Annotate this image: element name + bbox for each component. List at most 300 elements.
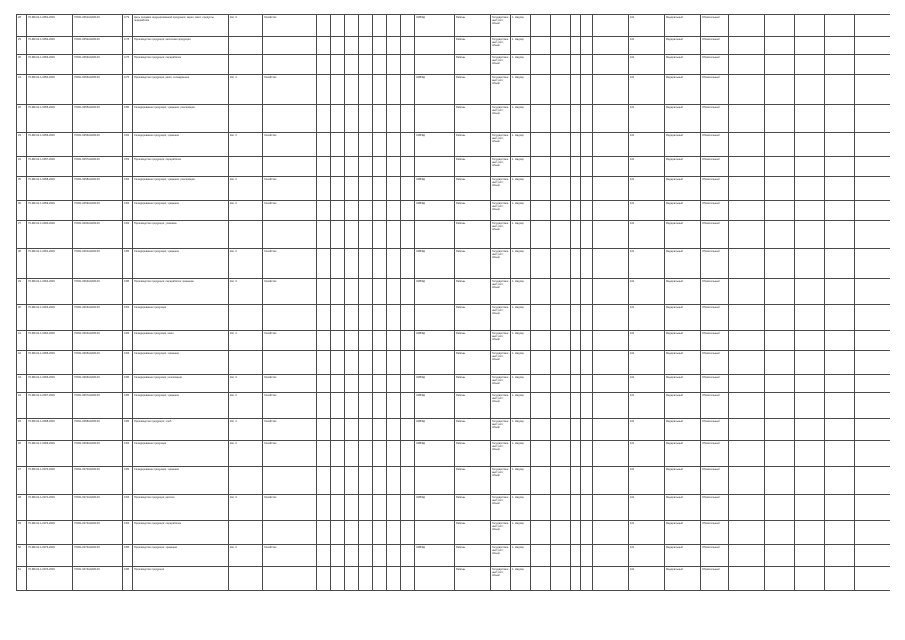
table-cell: [373, 177, 387, 201]
table-cell: Обязательный: [701, 419, 729, 441]
table-cell: [571, 279, 581, 305]
table-cell: [765, 419, 795, 441]
table-cell: [795, 75, 825, 105]
table-cell: 0.86: [123, 279, 133, 305]
table-cell: [825, 221, 855, 249]
table-cell: [331, 249, 345, 279]
table-cell: [593, 133, 629, 157]
table-cell: [571, 105, 581, 133]
table-cell: [331, 521, 345, 545]
table-cell: 29: [17, 37, 27, 55]
table-cell: [825, 133, 855, 157]
table-cell: [401, 467, 415, 495]
table-cell: [581, 441, 593, 467]
table-cell: 0.84: [123, 221, 133, 249]
table-cell: Хозяйство: [263, 393, 317, 419]
table-cell: 70Х01-0074АА009-00: [73, 567, 123, 591]
table-cell: 70Х01-0061АА009-00: [73, 249, 123, 279]
table-cell: ОКВЭД: [415, 201, 455, 221]
table-cell: 70Х01-0063АА009-00: [73, 305, 123, 331]
table-cell: [373, 419, 387, 441]
table-cell: [571, 545, 581, 567]
table-cell: 39: [17, 279, 27, 305]
table-cell: 70-RR-01-1-0070-2020: [27, 467, 73, 495]
table-cell: [401, 75, 415, 105]
table-cell: [593, 393, 629, 419]
table-cell: Обязательный: [701, 441, 729, 467]
table-cell: 0.79: [123, 15, 133, 37]
table-cell: 101: [629, 393, 665, 419]
table-cell: [855, 545, 891, 567]
table-cell: [855, 201, 891, 221]
table-cell: Обязательный: [701, 75, 729, 105]
table-cell: Районы: [455, 201, 491, 221]
table-cell: [729, 393, 765, 419]
table-cell: [593, 37, 629, 55]
table-row: [17, 495, 891, 521]
table-cell: [581, 419, 593, 441]
table-cell: [387, 375, 401, 393]
table-cell: Хозяйство: [263, 249, 317, 279]
table-cell: [345, 441, 359, 467]
table-cell: [855, 375, 891, 393]
table-cell: 1. Надзор: [511, 495, 531, 521]
table-cell: [581, 567, 593, 591]
table-cell: Районы: [455, 567, 491, 591]
table-cell: 36: [17, 201, 27, 221]
table-cell: 70-RR-01-1-0060-2020: [27, 221, 73, 249]
table-cell: [765, 157, 795, 177]
table-cell: [359, 55, 373, 75]
table-cell: Федеральный: [665, 105, 701, 133]
table-cell: 70Х01-0059АА009-00: [73, 201, 123, 221]
table-cell: [729, 521, 765, 545]
table-row: [17, 201, 891, 221]
table-cell: [401, 133, 415, 157]
table-cell: 70-RR-01-1-0068-2020: [27, 419, 73, 441]
table-cell: ОКВЭД: [415, 375, 455, 393]
table-cell: 0.84: [123, 351, 133, 375]
table-cell: [373, 133, 387, 157]
table-cell: [593, 545, 629, 567]
table-cell: Федеральный: [665, 545, 701, 567]
table-cell: [317, 495, 331, 521]
table-cell: 1. Надзор: [511, 419, 531, 441]
table-cell: [373, 567, 387, 591]
table-cell: 0.82: [123, 177, 133, 201]
table-cell: Кат. 3: [229, 249, 263, 279]
table-cell: [317, 467, 331, 495]
table-cell: Государственный учёт; объект: [491, 305, 511, 331]
table-cell: [317, 75, 331, 105]
table-cell: Цель продажи индуцированной продукции; зерно; мясо; продукты переработки: [133, 15, 229, 37]
table-cell: 101: [629, 419, 665, 441]
table-cell: 101: [629, 221, 665, 249]
table-cell: [571, 375, 581, 393]
table-cell: [593, 495, 629, 521]
table-cell: [415, 105, 455, 133]
table-cell: [765, 201, 795, 221]
table-cell: [729, 201, 765, 221]
table-cell: 51: [17, 567, 27, 591]
table-cell: [765, 331, 795, 351]
table-cell: [729, 375, 765, 393]
table-cell: [795, 393, 825, 419]
table-cell: Федеральный: [665, 15, 701, 37]
table-cell: Хозяйство: [263, 177, 317, 201]
table-cell: [531, 419, 551, 441]
table-cell: 0.76: [123, 55, 133, 75]
table-row: [17, 521, 891, 545]
table-cell: [551, 177, 571, 201]
table-cell: [551, 279, 571, 305]
table-cell: 70Х01-0060АА009-00: [73, 221, 123, 249]
table-cell: 1. Надзор: [511, 393, 531, 419]
table-cell: 31: [17, 75, 27, 105]
table-cell: 70-RR-01-1-0067-2020: [27, 393, 73, 419]
table-cell: [345, 495, 359, 521]
table-cell: Государственный учёт; объект: [491, 567, 511, 591]
table-cell: [317, 279, 331, 305]
table-cell: [373, 331, 387, 351]
table-cell: Обязательный: [701, 177, 729, 201]
table-cell: [581, 375, 593, 393]
table-cell: [795, 375, 825, 393]
table-cell: Кат. 3: [229, 201, 263, 221]
table-cell: [415, 37, 455, 55]
table-cell: 101: [629, 467, 665, 495]
table-cell: [593, 157, 629, 177]
table-row: [17, 133, 891, 157]
table-cell: 0.75: [123, 75, 133, 105]
table-cell: Федеральный: [665, 375, 701, 393]
table-cell: [401, 495, 415, 521]
table-cell: [331, 279, 345, 305]
table-cell: [571, 467, 581, 495]
table-cell: Федеральный: [665, 305, 701, 331]
table-cell: [531, 495, 551, 521]
table-cell: 70Х01-0051АА009-00: [73, 15, 123, 37]
table-cell: 70-RR-01-1-0061-2020: [27, 249, 73, 279]
table-cell: [581, 467, 593, 495]
table-cell: [373, 305, 387, 331]
table-cell: [345, 305, 359, 331]
table-cell: 37: [17, 221, 27, 249]
table-cell: [825, 331, 855, 351]
table-cell: 70Х01-0069АА009-00: [73, 441, 123, 467]
table-cell: 70Х01-0070АА009-00: [73, 467, 123, 495]
table-cell: Обязательный: [701, 305, 729, 331]
table-row: [17, 221, 891, 249]
table-cell: [729, 545, 765, 567]
table-cell: 0.84: [123, 495, 133, 521]
table-cell: 70Х01-0073АА009-00: [73, 545, 123, 567]
table-cell: [765, 279, 795, 305]
table-cell: [825, 177, 855, 201]
table-cell: Обязательный: [701, 467, 729, 495]
table-cell: [345, 393, 359, 419]
table-cell: [345, 331, 359, 351]
table-cell: [765, 467, 795, 495]
table-cell: Хозяйство: [263, 441, 317, 467]
table-cell: Районы: [455, 37, 491, 55]
table-cell: [593, 375, 629, 393]
table-cell: Районы: [455, 375, 491, 393]
table-cell: [551, 249, 571, 279]
table-cell: [401, 331, 415, 351]
table-cell: [765, 393, 795, 419]
table-cell: [415, 55, 455, 75]
table-cell: Государственный учёт; объект: [491, 221, 511, 249]
table-cell: Государственный учёт; объект: [491, 177, 511, 201]
table-cell: Обязательный: [701, 495, 729, 521]
table-cell: [571, 567, 581, 591]
table-cell: [317, 201, 331, 221]
table-cell: [825, 75, 855, 105]
table-row: [17, 331, 891, 351]
table-cell: 0.81: [123, 305, 133, 331]
table-cell: [593, 55, 629, 75]
table-cell: 0.78: [123, 37, 133, 55]
table-cell: Государственный учёт; объект: [491, 351, 511, 375]
table-cell: [387, 157, 401, 177]
table-cell: [401, 201, 415, 221]
table-cell: [345, 545, 359, 567]
table-cell: Государственный учёт; объект: [491, 55, 511, 75]
table-cell: Производство продукции; молоко: [133, 495, 229, 521]
table-cell: Складирование продукции: [133, 305, 229, 331]
table-cell: [551, 467, 571, 495]
table-cell: [795, 351, 825, 375]
table-cell: [415, 305, 455, 331]
table-cell: ОКВЭД: [415, 249, 455, 279]
table-cell: [531, 15, 551, 37]
table-cell: Хозяйство: [263, 15, 317, 37]
table-cell: Обязательный: [701, 221, 729, 249]
table-cell: [331, 37, 345, 55]
table-cell: Обязательный: [701, 279, 729, 305]
table-cell: [729, 467, 765, 495]
table-cell: [401, 441, 415, 467]
table-cell: [855, 495, 891, 521]
table-cell: [387, 441, 401, 467]
table-cell: Районы: [455, 467, 491, 495]
table-cell: [345, 105, 359, 133]
table-cell: [729, 177, 765, 201]
table-cell: [531, 305, 551, 331]
table-cell: Районы: [455, 305, 491, 331]
table-cell: [593, 441, 629, 467]
table-cell: [581, 177, 593, 201]
table-cell: [551, 545, 571, 567]
table-cell: [387, 393, 401, 419]
table-cell: Производство продукции; переработка: [133, 521, 229, 545]
table-cell: Государственный учёт; объект: [491, 375, 511, 393]
table-row: [17, 249, 891, 279]
table-cell: [571, 441, 581, 467]
table-cell: [795, 331, 825, 351]
table-cell: [571, 331, 581, 351]
table-cell: [593, 177, 629, 201]
table-cell: [401, 567, 415, 591]
table-cell: 101: [629, 133, 665, 157]
table-cell: [531, 393, 551, 419]
table-cell: 101: [629, 305, 665, 331]
table-cell: Федеральный: [665, 157, 701, 177]
table-cell: Государственный учёт; объект: [491, 15, 511, 37]
table-cell: [359, 305, 373, 331]
table-cell: [387, 201, 401, 221]
table-cell: [855, 15, 891, 37]
table-cell: [331, 393, 345, 419]
table-cell: [317, 37, 331, 55]
table-cell: 101: [629, 75, 665, 105]
table-cell: 70Х01-0056АА009-00: [73, 133, 123, 157]
table-cell: ОКВЭД: [415, 331, 455, 351]
table-cell: [387, 177, 401, 201]
table-cell: [581, 75, 593, 105]
table-cell: [331, 75, 345, 105]
table-cell: [359, 201, 373, 221]
table-cell: 101: [629, 495, 665, 521]
table-cell: Хозяйство: [263, 201, 317, 221]
table-cell: 1. Надзор: [511, 75, 531, 105]
table-cell: [401, 393, 415, 419]
table-cell: Кат. 3: [229, 15, 263, 37]
table-cell: [551, 133, 571, 157]
table-cell: Федеральный: [665, 279, 701, 305]
table-row: [17, 75, 891, 105]
table-cell: [263, 567, 317, 591]
table-cell: [373, 105, 387, 133]
table-cell: [331, 567, 345, 591]
table-cell: [373, 393, 387, 419]
table-cell: [331, 201, 345, 221]
table-cell: 101: [629, 441, 665, 467]
table-cell: [571, 351, 581, 375]
table-cell: [855, 351, 891, 375]
table-cell: [345, 467, 359, 495]
table-cell: 70Х01-0064АА009-00: [73, 331, 123, 351]
table-cell: [263, 521, 317, 545]
table-cell: Складирование продукции; хранение: [133, 351, 229, 375]
table-cell: Хозяйство: [263, 133, 317, 157]
table-cell: [401, 249, 415, 279]
table-cell: Хозяйство: [263, 331, 317, 351]
table-cell: 70Х01-0067АА009-00: [73, 393, 123, 419]
table-cell: ОКВЭД: [415, 177, 455, 201]
table-cell: Государственный учёт; объект: [491, 279, 511, 305]
table-cell: 70Х01-0057АА009-00: [73, 157, 123, 177]
table-cell: [345, 375, 359, 393]
table-cell: [401, 15, 415, 37]
table-cell: Кат. 3: [229, 441, 263, 467]
table-cell: 1. Надзор: [511, 375, 531, 393]
table-cell: 70Х01-0058АА009-00: [73, 177, 123, 201]
registry-table: [16, 14, 890, 591]
table-cell: [551, 419, 571, 441]
table-cell: Складирование продукции; хранение: [133, 201, 229, 221]
table-cell: [729, 351, 765, 375]
table-cell: [855, 279, 891, 305]
table-cell: [825, 37, 855, 55]
table-cell: [593, 521, 629, 545]
table-cell: Обязательный: [701, 15, 729, 37]
table-cell: Кат. 3: [229, 279, 263, 305]
table-cell: [331, 331, 345, 351]
table-cell: [593, 331, 629, 351]
table-cell: 70Х01-0054АА009-00: [73, 75, 123, 105]
table-cell: [571, 37, 581, 55]
table-cell: [551, 393, 571, 419]
table-cell: 32: [17, 105, 27, 133]
table-cell: [531, 201, 551, 221]
table-row: [17, 393, 891, 419]
table-cell: [331, 15, 345, 37]
table-cell: [571, 177, 581, 201]
table-cell: Государственный учёт; объект: [491, 441, 511, 467]
table-cell: [571, 305, 581, 331]
table-cell: [359, 37, 373, 55]
table-cell: 101: [629, 279, 665, 305]
table-cell: [229, 521, 263, 545]
table-cell: [729, 15, 765, 37]
table-cell: [593, 105, 629, 133]
table-cell: 101: [629, 201, 665, 221]
table-cell: 101: [629, 545, 665, 567]
table-cell: Районы: [455, 419, 491, 441]
table-cell: Районы: [455, 157, 491, 177]
table-cell: [855, 521, 891, 545]
table-cell: Производство продукции; хлеб: [133, 419, 229, 441]
table-cell: Хозяйство: [263, 495, 317, 521]
table-cell: [593, 305, 629, 331]
table-cell: [317, 419, 331, 441]
table-cell: [795, 567, 825, 591]
table-cell: [729, 567, 765, 591]
table-cell: Федеральный: [665, 441, 701, 467]
table-cell: 49: [17, 521, 27, 545]
table-cell: [345, 133, 359, 157]
table-cell: 0.84: [123, 441, 133, 467]
table-cell: [795, 55, 825, 75]
table-cell: 1. Надзор: [511, 305, 531, 331]
table-cell: 101: [629, 55, 665, 75]
document-sheet: [16, 14, 890, 626]
table-cell: 70Х01-0065АА009-00: [73, 351, 123, 375]
table-cell: 70Х01-0053АА009-00: [73, 55, 123, 75]
table-cell: [373, 441, 387, 467]
table-cell: [359, 105, 373, 133]
table-cell: Хозяйство: [263, 545, 317, 567]
table-cell: Производство продукции; переработка; хранение: [133, 279, 229, 305]
table-row: [17, 567, 891, 591]
table-cell: [531, 375, 551, 393]
table-cell: [359, 467, 373, 495]
table-cell: [415, 567, 455, 591]
table-cell: [729, 305, 765, 331]
table-cell: [593, 249, 629, 279]
table-cell: [729, 495, 765, 521]
table-cell: [317, 351, 331, 375]
table-cell: [263, 105, 317, 133]
table-cell: [331, 133, 345, 157]
table-cell: Федеральный: [665, 393, 701, 419]
table-cell: [345, 75, 359, 105]
table-cell: [263, 221, 317, 249]
table-cell: 45: [17, 419, 27, 441]
table-cell: [593, 75, 629, 105]
